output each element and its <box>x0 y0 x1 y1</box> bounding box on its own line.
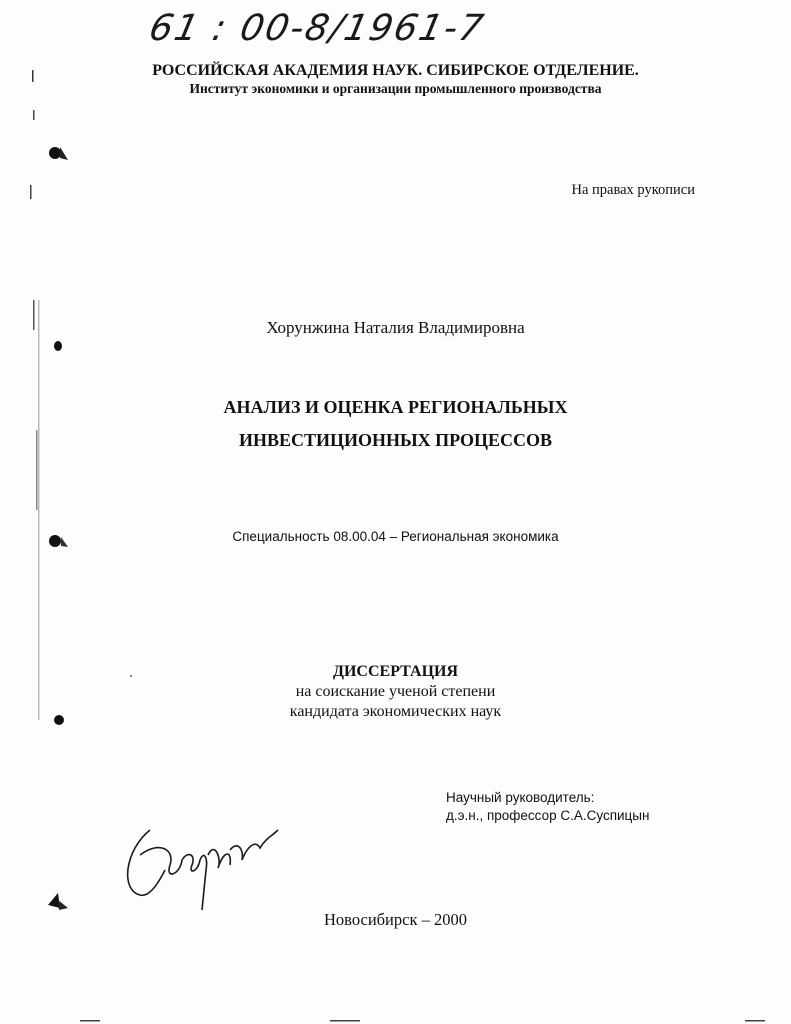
institute-name: Институт экономики и организации промышленного производства <box>189 81 602 96</box>
dissertation-title-line2: ИНВЕСТИЦИОННЫХ ПРОЦЕССОВ <box>238 430 553 450</box>
manuscript-rights-note: На правах рукописи <box>571 182 695 198</box>
author-signature <box>120 810 290 920</box>
city-and-year: Новосибирск – 2000 <box>324 910 467 929</box>
catalog-number: 61 : 00-8/1961-7 <box>145 8 489 49</box>
advisor-label: Научный руководитель: <box>446 790 595 805</box>
degree-purpose-line2: кандидата экономических наук <box>289 703 502 720</box>
degree-purpose-line1: на соискание ученой степени <box>295 683 496 700</box>
advisor-name: д.э.н., профессор С.А.Суспицын <box>446 808 650 823</box>
document-type: ДИССЕРТАЦИЯ <box>332 663 459 680</box>
scan-margin-marks <box>0 0 100 1024</box>
organization-name: РОССИЙСКАЯ АКАДЕМИЯ НАУК. СИБИРСКОЕ ОТДЕЛЕНИЕ. <box>152 62 639 79</box>
specialty-line: Специальность 08.00.04 – Региональная экономика <box>232 529 559 544</box>
scan-bottom-marks <box>0 1000 791 1024</box>
author-name: Хорунжина Наталия Владимировна <box>266 318 525 337</box>
dissertation-title-line1: АНАЛИЗ И ОЦЕНКА РЕГИОНАЛЬНЫХ <box>223 397 568 417</box>
